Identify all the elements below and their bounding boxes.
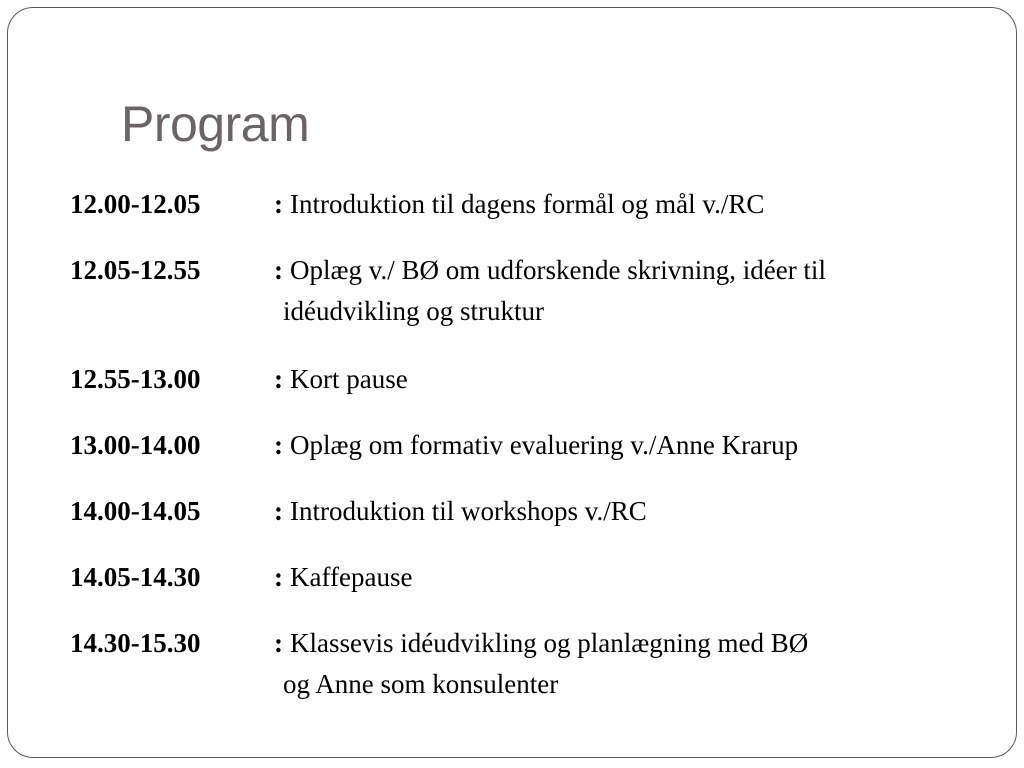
slide-title: Program (121, 96, 310, 152)
agenda-item-text: Introduktion til workshops v./RC (290, 496, 647, 526)
schedule-row (70, 184, 990, 224)
schedule-row (70, 623, 990, 705)
time-range: 12.55-13.00 (70, 364, 201, 394)
time-range: 14.05-14.30 (70, 562, 201, 592)
agenda-item-text: Kaffepause (290, 562, 413, 592)
schedule-list (70, 184, 990, 732)
schedule-row (70, 557, 990, 597)
separator-colon: : (274, 364, 283, 394)
time-range: 12.00-12.05 (70, 189, 201, 219)
agenda-item-text: Oplæg om formativ evaluering v./Anne Krarup (290, 430, 799, 460)
schedule-row (70, 250, 990, 332)
separator-colon: : (274, 562, 283, 592)
schedule-row (70, 425, 990, 465)
separator-colon: : (274, 628, 283, 658)
separator-colon: : (274, 189, 283, 219)
separator-colon: : (274, 255, 283, 285)
time-range: 14.30-15.30 (70, 628, 201, 658)
agenda-item-text: Klassevis idéudvikling og planlægning med BØ (290, 628, 809, 658)
schedule-row (70, 359, 990, 399)
agenda-item-text: Kort pause (290, 364, 408, 394)
slide (7, 7, 1017, 758)
agenda-item-text: Oplæg v./ BØ om udforskende skrivning, idéer til (290, 255, 826, 285)
agenda-item-text-continued: og Anne som konsulenter (283, 669, 559, 699)
time-range: 12.05-12.55 (70, 255, 201, 285)
schedule-row (70, 491, 990, 531)
agenda-item-text: Introduktion til dagens formål og mål v./RC (290, 189, 765, 219)
separator-colon: : (274, 496, 283, 526)
separator-colon: : (274, 430, 283, 460)
agenda-item-text-continued: idéudvikling og struktur (283, 296, 544, 326)
time-range: 14.00-14.05 (70, 496, 201, 526)
time-range: 13.00-14.00 (70, 430, 201, 460)
